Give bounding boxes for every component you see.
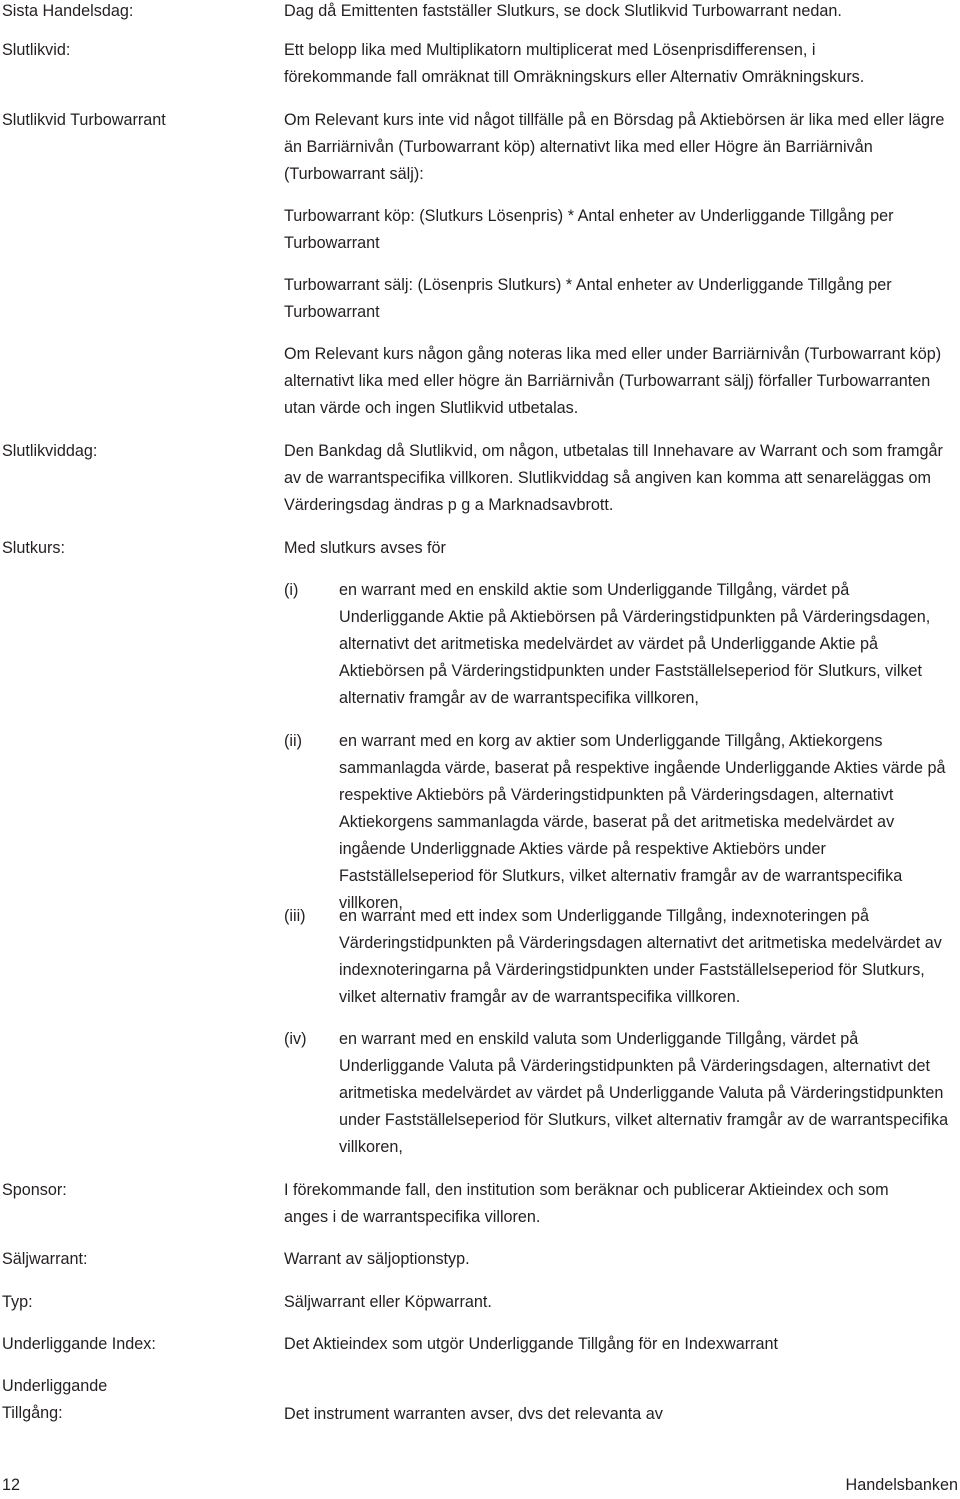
list-item-number: (iii)	[284, 907, 306, 925]
definition-underliggande-index: Det Aktieindex som utgör Underliggande Tillgång för en Indexwarrant	[284, 1335, 779, 1353]
definition-typ: Säljwarrant eller Köpwarrant.	[284, 1293, 492, 1311]
term-sponsor: Sponsor:	[2, 1181, 67, 1199]
formula-turbowarrant-kop: Turbowarrant köp: (Slutkurs Lösenpris) * Antal enheter av Underliggande Tillgång per Turbowarrant	[284, 207, 894, 252]
list-item-text: en warrant med en enskild valuta som Underliggande Tillgång, värdet på Underliggande Valuta på Värderingstidpunkten på Värderingsdagen, alternativt det aritmetiska medelvärdet av värdet på Underliggande Valuta på Värderingstidpunkten under Fastställelseperiod för Slutkurs, vilket alternativ framgår av de warrantspecifika villkoren,	[339, 1030, 949, 1156]
definition-underliggande-tillgang: Det instrument warranten avser, dvs det relevanta av	[284, 1405, 663, 1423]
definition-slutlikvid: Ett belopp lika med Multiplikatorn multiplicerat med Lösenprisdifferensen, i förekommande fall omräknat till Omräkningskurs eller Alternativ Omräkningskurs.	[284, 41, 865, 86]
term-underliggande-tillgang: Underliggande Tillgång:	[2, 1377, 108, 1422]
definition-sista-handelsdag: Dag då Emittenten fastställer Slutkurs, se dock Slutlikvid Turbowarrant nedan.	[284, 2, 842, 20]
footer-brand: Handelsbanken	[845, 1476, 958, 1494]
definition-slutkurs-intro: Med slutkurs avses för	[284, 539, 446, 557]
formula-turbowarrant-salj: Turbowarrant sälj: (Lösenpris Slutkurs) * Antal enheter av Underliggande Tillgång per Turbowarrant	[284, 276, 892, 321]
term-underliggande-index: Underliggande Index:	[2, 1335, 156, 1353]
list-item-number: (i)	[284, 581, 299, 599]
term-slutlikvid: Slutlikvid:	[2, 41, 71, 59]
list-item-text: en warrant med en korg av aktier som Underliggande Tillgång, Aktiekorgens sammanlagda värde, baserat på respektive ingående Underliggande Akties värde på respektive Aktiebörs på Värderingstidpunkten på Värderingsdagen, alternativt Aktiekorgens sammanlagda värde, baserat på det aritmetiska medelvärdet av ingående Underliggnade Akties värde på respektive Aktiebörs under Fastställelseperiod för Slutkurs, vilket alternativ framgår av de warrantspecifika villkoren,	[339, 732, 946, 912]
page-number: 12	[2, 1476, 21, 1494]
definition-slutlikviddag: Den Bankdag då Slutlikvid, om någon, utbetalas till Innehavare av Warrant och som framgår av de warrantspecifika villkoren. Slutlikviddag så angiven kan komma att senareläggas om Värderingsdag ändras p g a Marknadsavbrott.	[284, 442, 943, 514]
list-item-text: en warrant med en enskild aktie som Underliggande Tillgång, värdet på Underliggande Aktie på Aktiebörsen på Värderingstidpunkten på Värderingsdagen, alternativt det aritmetiska medelvärdet av värdet på Underliggande Aktie på Aktiebörsen på Värderingstidpunkten under Fastställelseperiod för Slutkurs, vilket alternativ framgår av de warrantspecifika villkoren,	[339, 581, 931, 707]
term-typ: Typ:	[2, 1293, 33, 1311]
definition-saljwarrant: Warrant av säljoptionstyp.	[284, 1250, 470, 1268]
definition-slutlikvid-turbowarrant-condition: Om Relevant kurs inte vid något tillfälle på en Börsdag på Aktiebörsen är lika med eller lägre än Barriärnivån (Turbowarrant köp) alternativt lika med eller Högre än Barriärnivån (Turbowarrant sälj):	[284, 111, 945, 183]
term-slutlikviddag: Slutlikviddag:	[2, 442, 98, 460]
term-slutlikvid-turbowarrant: Slutlikvid Turbowarrant	[2, 111, 166, 129]
term-sista-handelsdag: Sista Handelsdag:	[2, 2, 134, 20]
list-item-text: en warrant med ett index som Underliggande Tillgång, indexnoteringen på Värderingstidpunkten på Värderingsdagen alternativt det aritmetiska medelvärdet av indexnoteringarna på Värderingstidpunkten under Fastställelseperiod för Slutkurs, vilket alternativ framgår av de warrantspecifika villkoren.	[339, 907, 942, 1006]
list-item-number: (iv)	[284, 1030, 307, 1048]
definition-sponsor: I förekommande fall, den institution som beräknar och publicerar Aktieindex och som anges i de warrantspecifika villoren.	[284, 1181, 889, 1226]
term-saljwarrant: Säljwarrant:	[2, 1250, 88, 1268]
definition-slutlikvid-turbowarrant-knockout: Om Relevant kurs någon gång noteras lika med eller under Barriärnivån (Turbowarrant köp) alternativt lika med eller högre än Barriärnivån (Turbowarrant sälj) förfaller Turbowarranten utan värde och ingen Slutlikvid utbetalas.	[284, 345, 942, 417]
list-item-number: (ii)	[284, 732, 302, 750]
term-slutkurs: Slutkurs:	[2, 539, 65, 557]
